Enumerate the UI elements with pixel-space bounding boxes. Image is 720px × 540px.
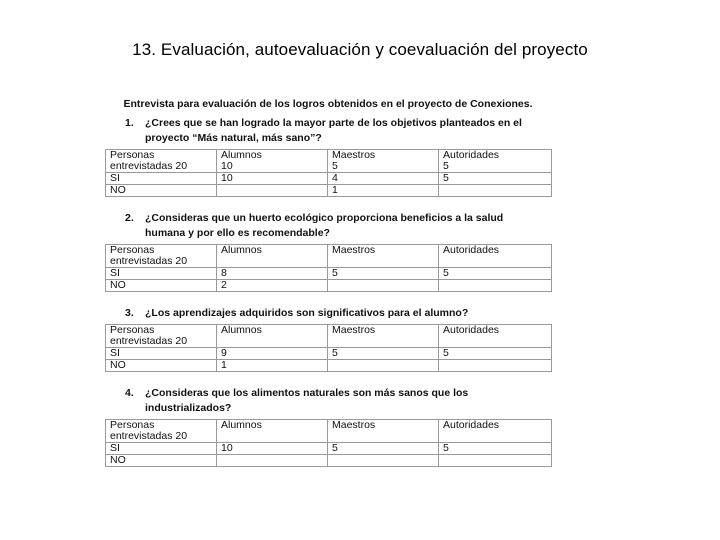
table-cell: 5	[439, 348, 552, 360]
header-cell: Personas entrevistadas 20	[106, 325, 217, 348]
table-cell	[328, 360, 439, 372]
table-header-row	[106, 420, 552, 443]
table-cell: SI	[106, 173, 217, 185]
table-cell	[439, 360, 552, 372]
results-table-3	[105, 324, 552, 372]
header-cell: Personas entrevistadas 20	[106, 245, 217, 268]
table-cell: 8	[217, 268, 328, 280]
table-row	[106, 280, 552, 292]
table-cell	[328, 455, 439, 467]
document-heading: Entrevista para evaluación de los logros obtenidos en el proyecto de Conexiones.	[123, 98, 533, 110]
table-cell: 5	[328, 348, 439, 360]
table-cell: 1	[217, 360, 328, 372]
header-cell: Personas entrevistadas 20	[106, 150, 217, 173]
table-cell	[328, 280, 439, 292]
table-cell: 9	[217, 348, 328, 360]
header-cell: Personas entrevistadas 20	[106, 420, 217, 443]
header-cell: Maestros 5	[328, 150, 439, 173]
table-cell: 5	[439, 443, 552, 455]
table-row	[106, 268, 552, 280]
header-cell: Alumnos	[217, 245, 328, 268]
question-number: 4.	[125, 387, 134, 399]
header-cell: Maestros	[328, 325, 439, 348]
table-cell: 4	[328, 173, 439, 185]
table-cell: SI	[106, 348, 217, 360]
results-table-4	[105, 419, 552, 467]
table-cell: NO	[106, 185, 217, 197]
question-text: ¿Crees que se han logrado la mayor parte de los objetivos planteados en el proyecto “Más natural, más sano”?	[145, 117, 522, 144]
question-text: ¿Consideras que un huerto ecológico proporciona beneficios a la salud humana y por ello es recomendable?	[145, 212, 504, 239]
header-cell: Alumnos	[217, 325, 328, 348]
table-cell	[217, 185, 328, 197]
header-cell: Maestros	[328, 420, 439, 443]
table-row	[106, 348, 552, 360]
question-number: 3.	[125, 307, 134, 319]
slide-title: 13. Evaluación, autoevaluación y coevaluación del proyecto	[132, 40, 588, 59]
table-cell	[217, 455, 328, 467]
table-cell: 1	[328, 185, 439, 197]
table-cell	[439, 455, 552, 467]
question-2	[105, 211, 551, 241]
table-cell: 2	[217, 280, 328, 292]
header-cell: Autoridades	[439, 325, 552, 348]
question-text: ¿Los aprendizajes adquiridos son significativos para el alumno?	[145, 307, 469, 319]
table-cell: 10	[217, 173, 328, 185]
table-cell: NO	[106, 360, 217, 372]
question-text: ¿Consideras que los alimentos naturales son más sanos que los industrializados?	[145, 387, 469, 414]
header-cell: Maestros	[328, 245, 439, 268]
table-row	[106, 173, 552, 185]
header-cell: Autoridades	[439, 245, 552, 268]
table-cell: SI	[106, 268, 217, 280]
interview-document	[105, 96, 551, 481]
header-cell: Autoridades 5	[439, 150, 552, 173]
results-table-2	[105, 244, 552, 292]
header-cell: Autoridades	[439, 420, 552, 443]
header-cell: Alumnos	[217, 420, 328, 443]
table-cell: SI	[106, 443, 217, 455]
table-cell: 5	[328, 268, 439, 280]
question-number: 2.	[125, 212, 134, 224]
table-header-row	[106, 325, 552, 348]
table-cell: 10	[217, 443, 328, 455]
question-1	[105, 116, 551, 146]
table-row	[106, 360, 552, 372]
question-4	[105, 386, 551, 416]
table-cell: 5	[439, 173, 552, 185]
table-row	[106, 443, 552, 455]
table-header-row	[106, 245, 552, 268]
table-cell: NO	[106, 280, 217, 292]
table-cell	[439, 185, 552, 197]
question-number: 1.	[125, 117, 134, 129]
question-3	[105, 306, 551, 321]
table-row	[106, 455, 552, 467]
header-cell: Alumnos 10	[217, 150, 328, 173]
table-cell: 5	[328, 443, 439, 455]
table-header-row	[106, 150, 552, 173]
table-cell	[439, 280, 552, 292]
results-table-1	[105, 149, 552, 197]
table-cell: 5	[439, 268, 552, 280]
table-cell: NO	[106, 455, 217, 467]
table-row	[106, 185, 552, 197]
